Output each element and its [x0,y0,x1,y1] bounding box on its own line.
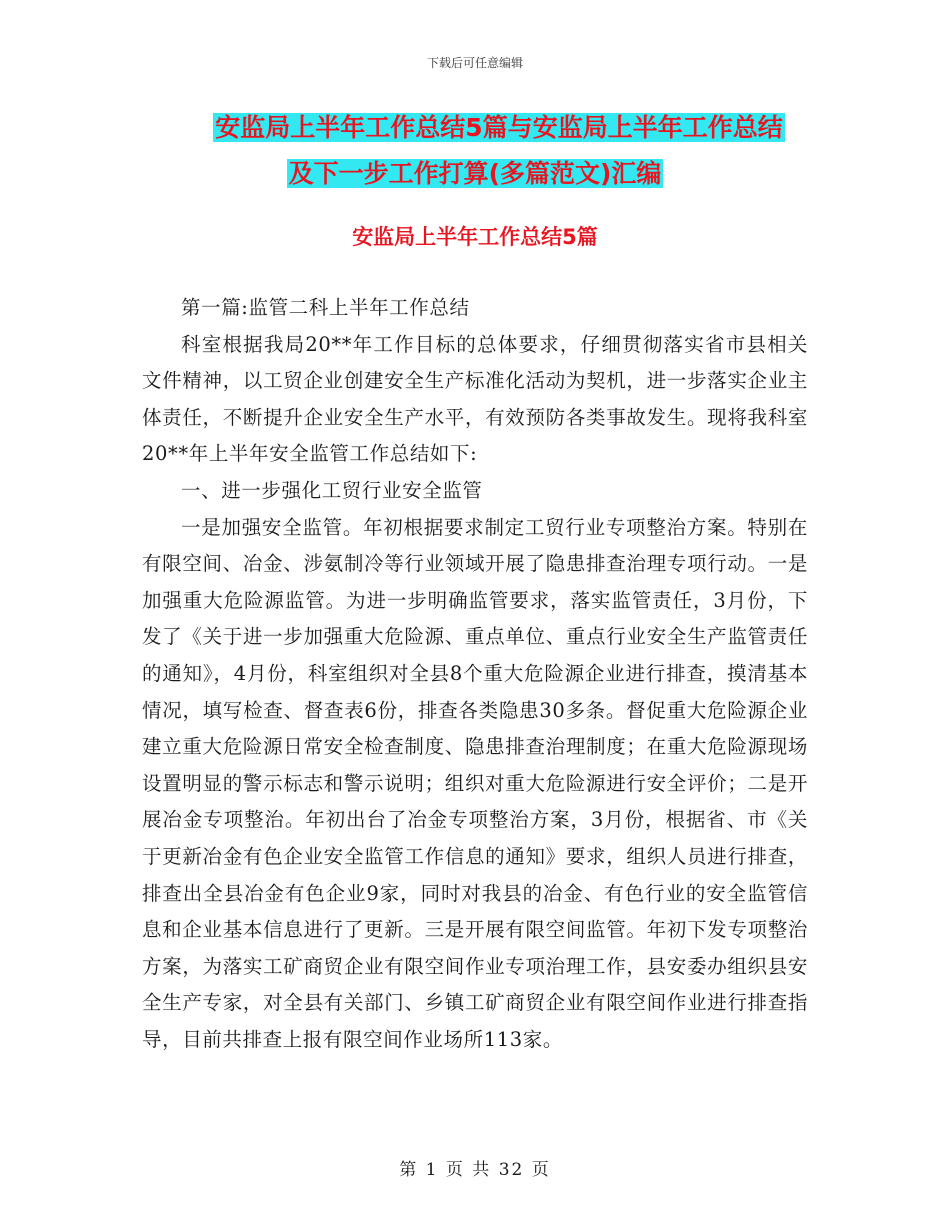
body-paragraph: 科室根据我局20**年工作目标的总体要求，仔细贯彻落实省市县相关文件精神，以工贸企业创建安全生产标准化活动为契机，进一步落实企业主体责任，不断提升企业安全生产水平，有效预防各类事故发生。现将我科室20**年上半年安全监管工作总结如下: [142,332,808,466]
page-number: 第 1 页 共 32 页 [399,1160,551,1180]
title-highlight-1: 安监局上半年工作总结5篇与安监局上半年工作总结 [215,113,783,142]
title-highlight-2: 及下一步工作打算(多篇范文)汇编 [288,159,662,188]
section-heading: 一、进一步强化工贸行业安全监管 [181,478,483,502]
section-title: 安监局上半年工作总结5篇 [352,225,598,249]
header-note: 下载后可任意编辑 [426,56,523,70]
document-title-line-1 [0,108,950,148]
chapter-heading: 第一篇:监管二科上半年工作总结 [181,296,470,319]
body-paragraph: 一是加强安全监管。年初根据要求制定工贸行业专项整治方案。特别在有限空间、冶金、涉氨制冷等行业领域开展了隐患排查治理专项行动。一是加强重大危险源监管。为进一步明确监管要求，落实监管责任，3月份，下发了《关于进一步加强重大危险源、重点单位、重点行业安全生产监管责任的通知》，4月份，科室组织对全县8个重大危险源企业进行排查，摸清基本情况，填写检查、督查表6份，排查各类隐患30多条。督促重大危险源企业建立重大危险源日常安全检查制度、隐患排查治理制度；在重大危险源现场设置明显的警示标志和警示说明；组织对重大危险源进行安全评价；二是开展冶金专项整治。年初出台了冶金专项整治方案，3月份，根据省、市《关于更新冶金有色企业安全监管工作信息的通知》要求，组织人员进行排查，排查出全县冶金有色企业9家，同时对我县的冶金、有色行业的安全监管信息和企业基本信息进行了更新。三是开展有限空间监管。年初下发专项整治方案，为落实工矿商贸企业有限空间作业专项治理工作，县安委办组织县安全生产专家，对全县有关部门、乡镇工矿商贸企业有限空间作业进行排查指导，目前共排查上报有限空间作业场所113家。 [142,515,808,1051]
document-title-line-2 [0,154,950,194]
document-body [142,290,808,1058]
